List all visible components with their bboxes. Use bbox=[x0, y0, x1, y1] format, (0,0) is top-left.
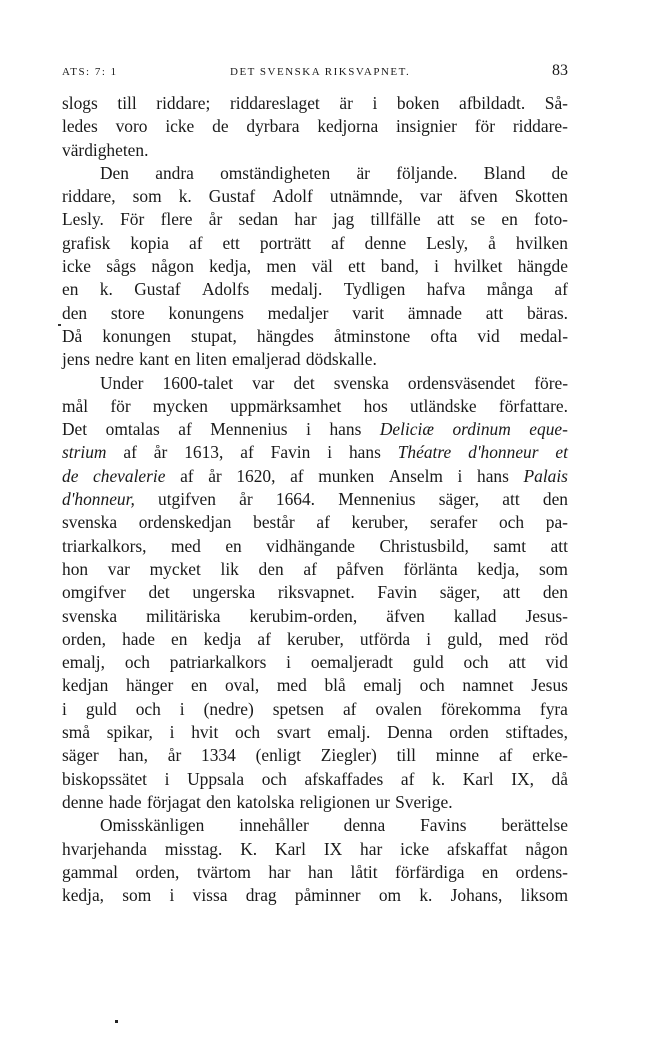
text-line: icke sågs någon kedja, men väl ett band, i hvilket hängde bbox=[62, 256, 568, 277]
text-line: orden, hade en kedja af keruber, utförda i guld, med röd bbox=[62, 628, 568, 649]
page-number: 83 bbox=[552, 62, 568, 79]
running-title: DET SVENSKA RIKSVAPNET. bbox=[230, 66, 411, 78]
text-line: Det omtalas af Mennenius i hans Deliciæ ordinum eque- bbox=[62, 419, 568, 440]
text-line: emalj, och patriarkalkors i oemaljeradt guld och att vid bbox=[62, 652, 568, 673]
text-line: en k. Gustaf Adolfs medalj. Tydligen hafva många af bbox=[62, 279, 568, 300]
text-line: Under 1600-talet var det svenska ordensväsendet före- bbox=[100, 372, 568, 393]
text-line: värdigheten. bbox=[62, 139, 149, 160]
text-line: Lesly. För flere år sedan har jag tillfälle att se en foto- bbox=[62, 209, 568, 230]
text-line: ledes voro icke de dyrbara kedjorna insignier för riddare- bbox=[62, 116, 568, 137]
running-head bbox=[62, 62, 568, 82]
text-line: slogs till riddare; riddareslaget är i boken afbildadt. Så- bbox=[62, 93, 568, 113]
text-line: strium af år 1613, af Favin i hans Théatre d'honneur et bbox=[62, 442, 568, 463]
text-line: svenska militäriska kerubim-orden, äfven kallad Jesus- bbox=[62, 605, 568, 626]
text-line: riddare, som k. Gustaf Adolf utnämnde, var äfven Skotten bbox=[62, 186, 568, 207]
signature-mark: ATS: 7: 1 bbox=[62, 66, 118, 78]
text-line: kedjan hänger en oval, med blå emalj och namnet Jesus bbox=[62, 675, 568, 696]
text-line: små spikar, i hvit och svart emalj. Denna orden stiftades, bbox=[62, 722, 568, 743]
text-line: triarkalkors, med en vidhängande Christusbild, samt att bbox=[62, 535, 568, 556]
text-line: den store konungens medaljer varit ämnade att bäras. bbox=[62, 302, 568, 323]
text-line: Den andra omständigheten är följande. Bland de bbox=[100, 162, 568, 183]
text-line: kedja, som i vissa drag påminner om k. Johans, liksom bbox=[62, 885, 568, 906]
text-line: denne hade förjagat den katolska religionen ur Sverige. bbox=[62, 791, 453, 812]
text-line: Omisskänligen innehåller denna Favins berättelse bbox=[100, 815, 568, 836]
text-line: mål för mycken uppmärksamhet hos utländske författare. bbox=[62, 395, 568, 416]
text-line: svenska ordenskedjan består af keruber, serafer och pa- bbox=[62, 512, 568, 533]
text-line: hvarjehanda misstag. K. Karl IX har icke afskaffat någon bbox=[62, 838, 568, 859]
text-line: Då konungen stupat, hängdes åtminstone ofta vid medal- bbox=[62, 325, 568, 346]
text-line: biskopssätet i Uppsala och afskaffades af k. Karl IX, då bbox=[62, 768, 568, 789]
body-text bbox=[62, 92, 568, 907]
text-line: gammal orden, tvärtom har han låtit förfärdiga en ordens- bbox=[62, 861, 568, 882]
text-line: i guld och i (nedre) spetsen af ovalen förekomma fyra bbox=[62, 698, 568, 719]
text-line: de chevalerie af år 1620, af munken Anselm i hans Palais bbox=[62, 465, 568, 486]
text-line: hon var mycket lik den af påfven förlänta kedja, som bbox=[62, 558, 568, 579]
bottom-speck bbox=[115, 1020, 118, 1023]
text-line: jens nedre kant en liten emaljerad dödskalle. bbox=[62, 349, 377, 370]
text-line: omgifver det ungerska riksvapnet. Favin säger, att den bbox=[62, 582, 568, 603]
text-line: d'honneur, utgifven år 1664. Mennenius säger, att den bbox=[62, 489, 568, 510]
margin-speck bbox=[58, 324, 61, 326]
text-line: grafisk kopia af ett porträtt af denne Lesly, å hvilken bbox=[62, 232, 568, 253]
text-line: säger han, år 1334 (enligt Ziegler) till minne af erke- bbox=[62, 745, 568, 766]
